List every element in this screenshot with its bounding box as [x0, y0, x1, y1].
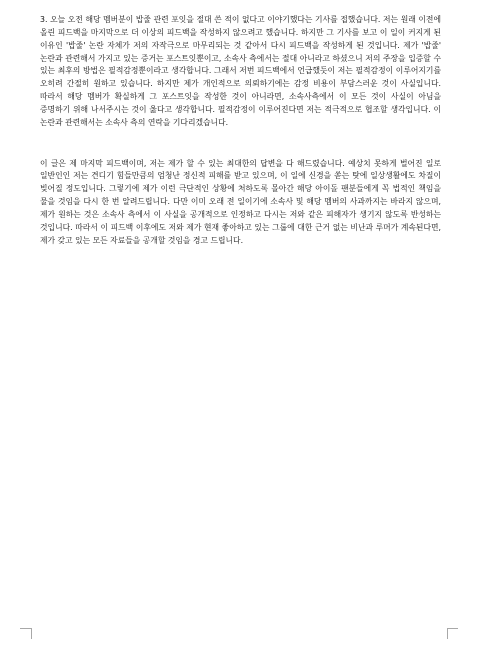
crop-mark-bottom-left-horizontal [20, 628, 31, 629]
paragraph-2: 이 글은 제 마지막 피드백이며, 저는 제가 할 수 있는 최대한의 답변을 다 해드렸습니다. 예상치 못하게 벌어진 일로 일반인인 저는 견디기 힘들만큼의 엄청난 정신적 피해를 받고 있으며, 이 일에 신경을 쏟는 탓에 일상생활에도 차질이 빚어질 정도입니다. 그렇기에 제가 이런 극단적인 상황에 처하도록 몰아간 해당 아이돌 팬분들에게 꼭 법적인 책임을 물을 것임을 다시 한 번 알려드립니다. 다만 이미 오래 전 일이기에 소속사 및 해당 멤버의 사과까지는 바라지 않으며, 제가 원하는 것은 소속사 측에서 이 사실을 공개적으로 인정하고 다시는 저와 같은 피해자가 생기지 않도록 반성하는 것입니다. 따라서 이 피드백 이후에도 저와 제가 현재 좋아하고 있는 그룹에 대한 근거 없는 비난과 루머가 계속된다면, 제가 갖고 있는 모든 자료들을 공개할 것임을 경고 드립니다. [40, 158, 441, 245]
paragraph-1: 3. 오늘 오전 해당 멤버분이 밥줄 관련 포잇을 절대 쓴 적이 없다고 이야기했다는 기사를 접했습니다. 저는 원래 이전에 올린 피드백을 마지막으로 더 이상의 피드백을 작성하지 않으려고 했습니다. 하지만 그 기사를 보고 이 일이 커지게 된 이유인 '밥줄' 논란 자체가 저의 자작극으로 마무리되는 것 같아서 다시 피드백을 작성하게 된 것입니다. 제가 '밥줄' 논란과 관련해서 가지고 있는 증거는 포스트잇뿐이고, 소속사 측에서는 절대 아니라고 하셨으니 저의 주장을 입증할 수 있는 최후의 방법은 필적감정뿐이라고 생각합니다. 그래서 저번 피드백에서 언급했듯이 저는 필적감정이 이루어지기를 오히려 간절히 원하고 있습니다. 하지만 제가 개인적으로 의뢰하기에는 감정 비용이 부담스러운 것이 사실입니다. 따라서 해당 멤버가 확실하게 그 포스트잇을 작성한 것이 아니라면, 소속사측에서 이 모든 것이 사실이 아님을 증명하기 위해 나서주시는 것이 옳다고 생각합니다. 필적감정이 이루어진다면 저는 적극적으로 협조할 생각입니다. 이 논란과 관련해서는 소속사 측의 연락을 기다리겠습니다. [40, 15, 441, 127]
crop-mark-bottom-right-vertical [447, 628, 448, 639]
crop-mark-bottom-left-vertical [31, 628, 32, 639]
paragraph-spacer [40, 130, 441, 158]
document-body [40, 14, 441, 248]
crop-mark-bottom-right-horizontal [447, 628, 458, 629]
